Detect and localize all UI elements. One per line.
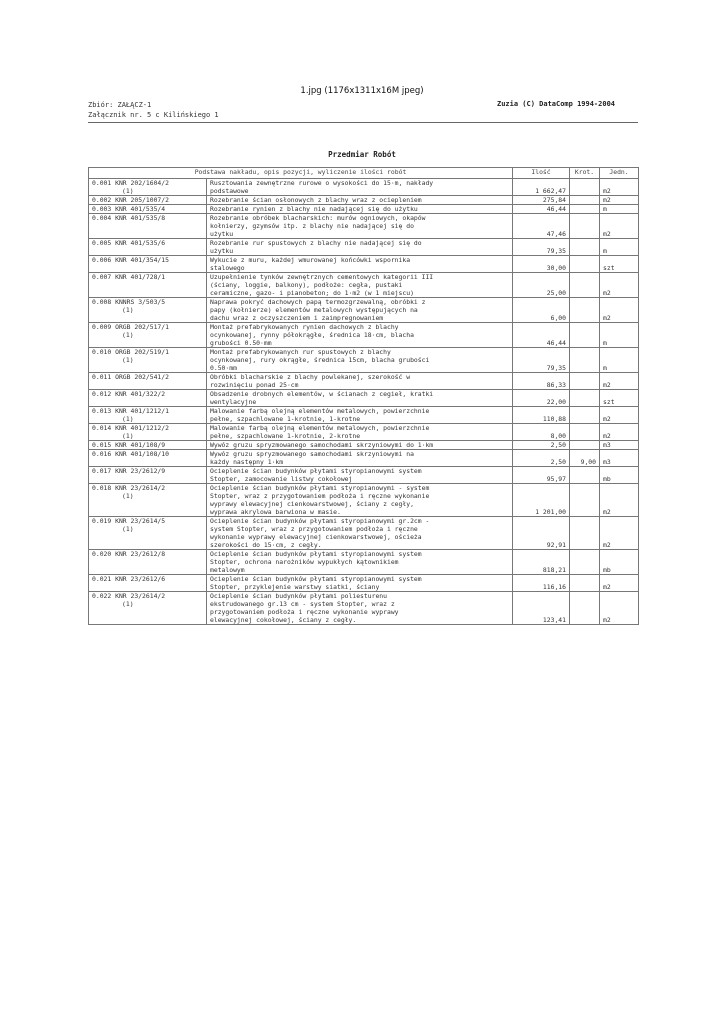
description-line: Malowanie farbą olejną elementów metalowych, powierzchnie [210,424,430,432]
position-number: 0.011 [92,373,112,381]
quantity-cell: 95,97 [513,467,570,484]
position-cell [89,550,207,575]
table-row [89,323,639,348]
unit-cell: szt [600,390,639,407]
table-row [89,239,639,256]
position-number: 0.013 [92,407,112,415]
position-cell [89,424,207,441]
position-code [92,214,203,222]
unit-cell: m2 [600,517,639,550]
position-cell [89,517,207,550]
position-cell [89,298,207,323]
norm-code: KNR 23/2612/9 [115,467,166,475]
position-code [92,407,203,415]
position-cell [89,450,207,467]
table-row [89,214,639,239]
description-line: grubości 0.50·mm [210,339,272,347]
position-cell [89,256,207,273]
description-line: Montaż prefabrykowanych rur spustowych z blachy [210,348,391,356]
unit-cell: m [600,239,639,256]
position-cell [89,390,207,407]
position-cell [89,239,207,256]
description-cell [207,205,513,214]
table-row [89,450,639,467]
description-line: Obsadzenie drobnych elementów, w ścianach z cegieł, kratki [210,390,434,398]
norm-variant: (1) [122,356,134,364]
norm-code: KNR 401/354/15 [115,256,169,264]
position-cell [89,196,207,205]
table-row [89,273,639,298]
position-code [92,273,203,281]
description-line: każdy następny 1·km [210,458,284,466]
description-line: stalowego [210,264,245,272]
table-row [89,348,639,373]
position-number: 0.008 [92,298,112,306]
norm-code: KNR 23/2612/6 [115,575,166,583]
position-number: 0.005 [92,239,112,247]
unit-cell: m2 [600,214,639,239]
description-line: metalowym [210,566,245,574]
norm-code: ORGB 202/541/2 [115,373,169,381]
description-cell [207,441,513,450]
description-cell [207,424,513,441]
unit-cell: m2 [600,424,639,441]
quantity-cell: 6,00 [513,298,570,323]
description-line: ocynkowanej, rynny półokrągłe, średnica 18·cm, blacha [210,331,414,339]
norm-code: KNR 23/2612/8 [115,550,166,558]
description-line: Wykucie z muru, każdej wmurowanej końcówki wspornika [210,256,411,264]
quantity-cell: 92,91 [513,517,570,550]
description-line: wykonanie wyprawy elewacyjnej cienkowarstwowej, ościeża [210,533,422,541]
unit-cell: m2 [600,373,639,390]
position-code [92,517,203,525]
norm-variant: (1) [122,187,134,195]
position-number: 0.012 [92,390,112,398]
description-line: Wywóz gruzu spryzmowanego samochodami skrzyniowymi do 1·km [210,441,434,449]
position-code [92,298,203,306]
column-header-description: Podstawa nakładu, opis pozycji, wyliczenie ilości robót [89,168,513,179]
position-number: 0.006 [92,256,112,264]
table-row [89,484,639,517]
description-line: ekstrudowanego gr.13 cm - system Stopter, wraz z [210,600,395,608]
description-line: system Stopter, wraz z przygotowaniem podłoża i ręczne [210,525,418,533]
position-number: 0.021 [92,575,112,583]
attachment-name: Załącznik nr. 5 c Kilińskiego 1 [88,111,219,119]
unit-cell: szt [600,256,639,273]
multiplier-cell [570,407,600,424]
norm-code: KNR 23/2614/2 [115,592,166,600]
norm-code: KNR 23/2614/2 [115,484,166,492]
quantity-cell: 79,35 [513,239,570,256]
multiplier-cell [570,390,600,407]
description-cell [207,592,513,625]
description-line: papy (kołnierze) elementów metalowych występujących na [210,306,418,314]
description-line: Ocieplenie ścian budynków płytami styropianowymi gr.2cm - [210,517,430,525]
table-row [89,205,639,214]
description-line: podstawowe [210,187,249,195]
position-number: 0.007 [92,273,112,281]
quantity-cell: 47,46 [513,214,570,239]
table-row [89,298,639,323]
norm-code: KNNRS 3/503/5 [115,298,166,306]
unit-cell: m [600,205,639,214]
collection-name: Zbiór: ZAŁĄCZ-1 [88,101,152,109]
position-code [92,450,203,458]
unit-cell: m3 [600,450,639,467]
description-cell [207,323,513,348]
description-line: Uzupełnienie tynków zewnętrznych cementowych kategorii III [210,273,434,281]
description-cell [207,575,513,592]
description-line: Ocieplenie ścian budynków płytami styropianowymi system [210,467,422,475]
multiplier-cell [570,484,600,517]
description-line: Rozebranie obróbek blacharskich: murów ogniowych, okapów [210,214,426,222]
position-code [92,196,203,204]
table-row [89,407,639,424]
description-cell [207,348,513,373]
table-header-row [89,168,639,179]
description-cell [207,256,513,273]
position-code [92,179,203,187]
norm-code: KNR 401/728/1 [115,273,166,281]
description-line: (ściany, loggie, balkony), podłoże: cegła, pustaki [210,281,403,289]
description-line: Rusztowania zewnętrzne rurowe o wysokości do 15·m, nakłady [210,179,434,187]
unit-cell: m2 [600,575,639,592]
description-cell [207,550,513,575]
position-number: 0.019 [92,517,112,525]
column-header-unit: Jedn. [600,168,639,179]
multiplier-cell [570,592,600,625]
position-cell [89,467,207,484]
position-code [92,592,203,600]
norm-code: ORGB 202/519/1 [115,348,169,356]
norm-variant: (1) [122,415,134,423]
description-cell [207,298,513,323]
description-line: użytku [210,230,234,238]
quantity-cell: 1 662,47 [513,179,570,196]
position-code [92,205,203,213]
multiplier-cell [570,205,600,214]
description-line: elewacyjnej cokołowej, ściany z cegły. [210,616,357,624]
software-credit: Zuzia (C) DataComp 1994-2004 [497,100,616,108]
position-code [92,323,203,331]
position-cell [89,205,207,214]
description-line: pełne, szpachlowane 1-krotnie, 1-krotne [210,415,361,423]
multiplier-cell [570,323,600,348]
quantity-cell: 79,35 [513,348,570,373]
norm-code: KNR 205/1007/2 [115,196,169,204]
position-number: 0.009 [92,323,112,331]
table-row [89,592,639,625]
description-line: Ocieplenie ścian budynków płytami poliesturenu [210,592,387,600]
description-line: Ocieplenie ścian budynków płytami styropianowymi system [210,575,422,583]
position-number: 0.022 [92,592,112,600]
table-row [89,196,639,205]
multiplier-cell: 9,00 [570,450,600,467]
position-code [92,575,203,583]
unit-cell: m2 [600,407,639,424]
unit-cell: m2 [600,592,639,625]
multiplier-cell [570,467,600,484]
position-number: 0.020 [92,550,112,558]
multiplier-cell [570,373,600,390]
description-line: Stopter, przyklejenie warstwy siatki, ściany [210,583,380,591]
description-line: Rozebranie rynien z blachy nie nadającej się do użytku [210,205,418,213]
quantity-cell: 123,41 [513,592,570,625]
multiplier-cell [570,575,600,592]
table-row [89,467,639,484]
unit-cell: m2 [600,179,639,196]
unit-cell: mb [600,550,639,575]
position-number: 0.015 [92,441,112,449]
table-body [89,179,639,625]
position-number: 0.001 [92,179,112,187]
norm-code: KNR 401/535/6 [115,239,166,247]
position-cell [89,441,207,450]
position-cell [89,373,207,390]
unit-cell: m2 [600,298,639,323]
norm-code: KNR 23/2614/5 [115,517,166,525]
description-line: przygotowaniem podłoża i ręczne wykonanie wyprawy [210,608,399,616]
description-line: kołnierzy, gzymsów itp. z blachy nie nadającej się do [210,222,414,230]
quantity-cell: 46,44 [513,205,570,214]
norm-variant: (1) [122,600,134,608]
norm-code: KNR 401/535/4 [115,205,166,213]
quantity-cell: 86,33 [513,373,570,390]
position-code [92,484,203,492]
position-code [92,424,203,432]
multiplier-cell [570,441,600,450]
quantity-cell: 818,21 [513,550,570,575]
position-number: 0.003 [92,205,112,213]
norm-code: KNR 401/108/9 [115,441,166,449]
position-code [92,550,203,558]
norm-code: KNR 401/1212/1 [115,407,169,415]
multiplier-cell [570,550,600,575]
description-line: ocynkowanej, rury okrągłe, średnica 15cm, blacha grubości [210,356,430,364]
description-cell [207,450,513,467]
quantity-cell: 2,50 [513,450,570,467]
description-line: wyprawy elewacyjnej cienkowarstwowej, ściany z cegły, [210,500,414,508]
quantity-cell: 22,00 [513,390,570,407]
description-line: Montaż prefabrykowanych rynien dachowych z blachy [210,323,399,331]
description-cell [207,407,513,424]
multiplier-cell [570,214,600,239]
norm-variant: (1) [122,432,134,440]
table-row [89,550,639,575]
description-line: Ocieplenie ścian budynków płytami styropianowymi system [210,550,422,558]
multiplier-cell [570,239,600,256]
position-code [92,348,203,356]
position-cell [89,323,207,348]
description-line: szerokości do 15·cm, z cegły. [210,541,322,549]
description-line: Wywóz gruzu spryzmowanego samochodami skrzyniowymi na [210,450,414,458]
table-row [89,517,639,550]
norm-code: KNR 202/1604/2 [115,179,169,187]
table-row [89,390,639,407]
position-cell [89,592,207,625]
description-line: dachu wraz z oczyszczeniem i zaimpregnowaniem [210,314,384,322]
description-cell [207,373,513,390]
position-code [92,390,203,398]
unit-cell: m3 [600,441,639,450]
norm-code: ORGB 202/517/1 [115,323,169,331]
position-cell [89,273,207,298]
description-cell [207,179,513,196]
description-line: Stopter, zamocowanie listwy cokołowej [210,475,353,483]
unit-cell: m [600,348,639,373]
description-line: wentylacyjne [210,398,257,406]
description-cell [207,196,513,205]
norm-variant: (1) [122,525,134,533]
position-number: 0.014 [92,424,112,432]
column-header-quantity: Ilość [513,168,570,179]
description-line: Stopter, wraz z przygotowaniem podłoża i ręczne wykonanie [210,492,430,500]
norm-code: KNR 401/322/2 [115,390,166,398]
table-row [89,441,639,450]
description-cell [207,390,513,407]
quantity-cell: 46,44 [513,323,570,348]
column-header-multiplier: Krot. [570,168,600,179]
table-row [89,575,639,592]
position-cell [89,484,207,517]
description-line: pełne, szpachlowane 1-krotnie, 2-krotne [210,432,361,440]
position-code [92,441,203,449]
description-line: Rozebranie rur spustowych z blachy nie nadającej się do [210,239,422,247]
window-caption: 1.jpg (1176x1311x16M jpeg) [300,86,424,96]
quantity-cell: 110,88 [513,407,570,424]
multiplier-cell [570,179,600,196]
description-cell [207,517,513,550]
quantity-cell: 2,50 [513,441,570,450]
norm-variant: (1) [122,306,134,314]
norm-code: KNR 401/535/8 [115,214,166,222]
norm-variant: (1) [122,492,134,500]
position-number: 0.002 [92,196,112,204]
quantity-cell: 1 201,00 [513,484,570,517]
description-line: rozwinięciu ponad 25·cm [210,381,299,389]
multiplier-cell [570,517,600,550]
position-cell [89,575,207,592]
position-number: 0.016 [92,450,112,458]
quantity-cell: 30,00 [513,256,570,273]
description-line: Ocieplenie ścian budynków płytami styropianowymi - system [210,484,430,492]
description-cell [207,214,513,239]
description-line: ceramiczne, gazo- i pianobeton; do 1·m2 (w 1 miejscu) [210,289,414,297]
table-row [89,256,639,273]
multiplier-cell [570,298,600,323]
norm-code: KNR 401/108/10 [115,450,169,458]
quantity-cell: 25,00 [513,273,570,298]
multiplier-cell [570,196,600,205]
description-line: Obróbki blacharskie z blachy powlekanej, szerokość w [210,373,411,381]
position-cell [89,179,207,196]
position-cell [89,214,207,239]
quantity-cell: 116,16 [513,575,570,592]
description-line: Naprawa pokryć dachowych papą termozgrzewalną, obróbki z [210,298,426,306]
table-row [89,424,639,441]
position-code [92,373,203,381]
unit-cell: m2 [600,273,639,298]
position-cell [89,348,207,373]
position-number: 0.010 [92,348,112,356]
unit-cell: mb [600,467,639,484]
quantity-cell: 275,84 [513,196,570,205]
multiplier-cell [570,424,600,441]
description-line: Malowanie farbą olejną elementów metalowych, powierzchnie [210,407,430,415]
position-cell [89,407,207,424]
table-row [89,373,639,390]
unit-cell: m2 [600,484,639,517]
description-line: wyprawa akrylowa barwiona w masie. [210,508,341,516]
multiplier-cell [570,273,600,298]
description-cell [207,273,513,298]
document-title: Przedmiar Robót [328,150,396,159]
table-row [89,179,639,196]
document-header-left [88,100,219,120]
description-line: użytku [210,247,234,255]
norm-code: KNR 401/1212/2 [115,424,169,432]
position-code [92,256,203,264]
description-line: Rozebranie ścian osłonowych z blachy wraz z ociepleniem [210,196,422,204]
position-number: 0.004 [92,214,112,222]
quantity-cell: 8,00 [513,424,570,441]
position-number: 0.018 [92,484,112,492]
unit-cell: m2 [600,196,639,205]
description-line: 0.50·mm [210,364,237,372]
description-cell [207,239,513,256]
header-divider [88,122,638,123]
multiplier-cell [570,348,600,373]
description-cell [207,467,513,484]
multiplier-cell [570,256,600,273]
bill-of-quantities-table [88,167,639,625]
description-cell [207,484,513,517]
norm-variant: (1) [122,331,134,339]
description-line: Stopter, ochrona narożników wypukłych kątownikiem [210,558,399,566]
position-number: 0.017 [92,467,112,475]
position-code [92,467,203,475]
position-code [92,239,203,247]
unit-cell: m [600,323,639,348]
